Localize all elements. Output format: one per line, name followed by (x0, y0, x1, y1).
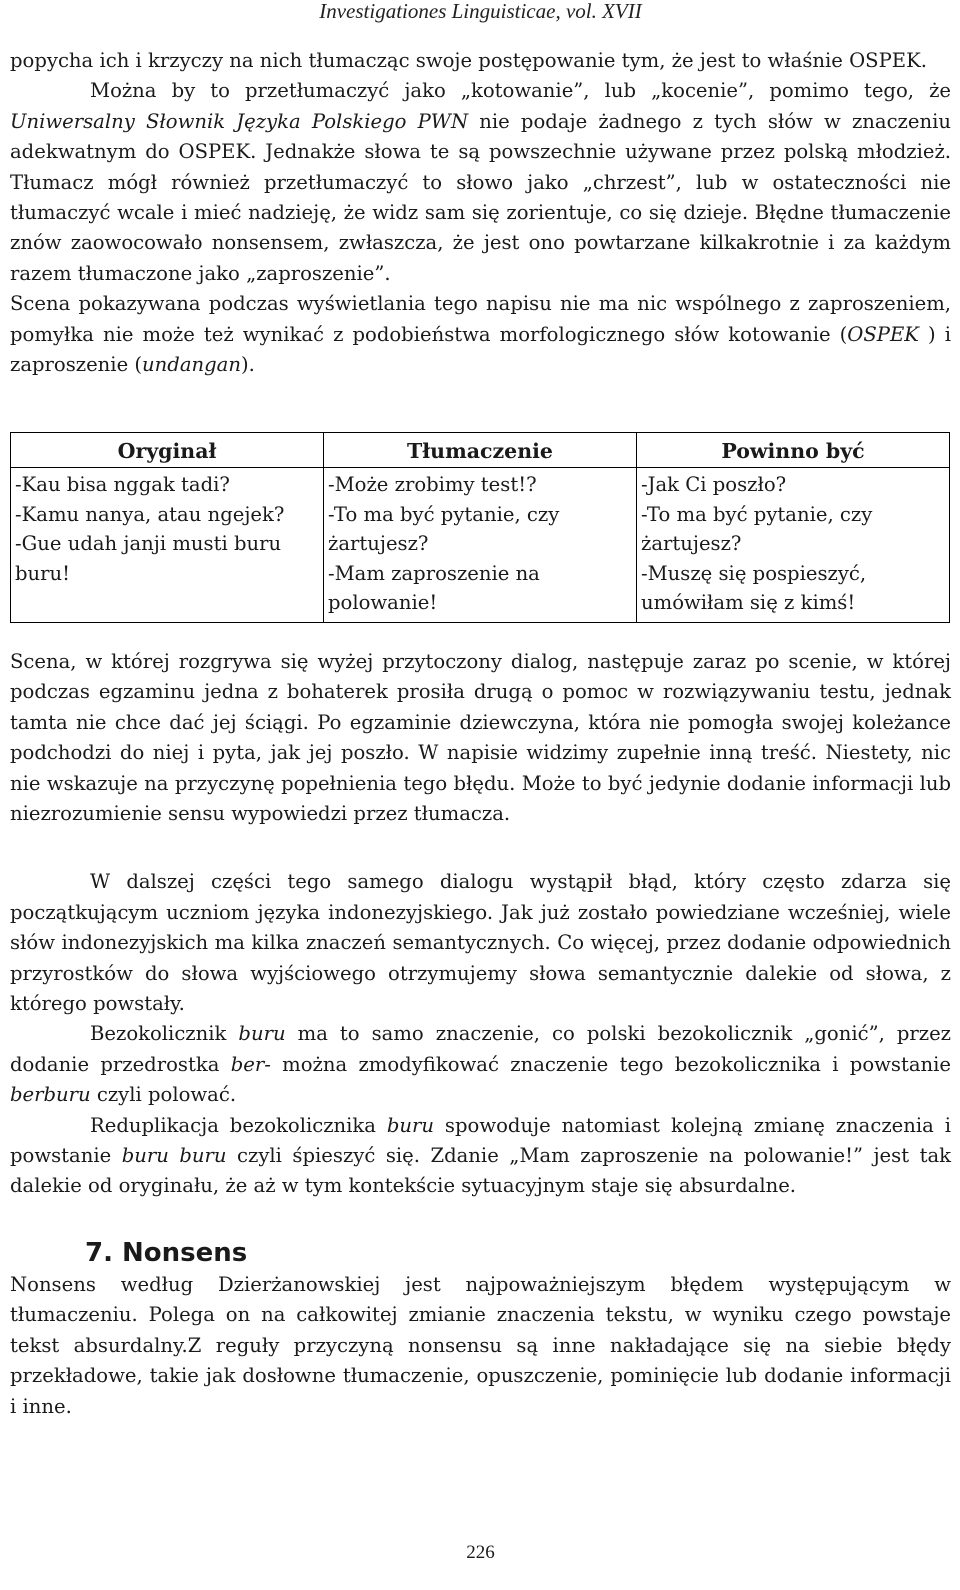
term-italic: ber- (230, 1052, 271, 1076)
term-italic: buru (386, 1113, 435, 1137)
term-italic: buru (238, 1022, 286, 1046)
cell-line: -Kamu nanya, atau ngejek? (15, 502, 285, 526)
paragraph-5: W dalszej części tego samego dialogu wystąpił błąd, który często zdarza się początkującym uczniom języka indonezyjskiego. Jak już zostało powiedziane wcześniej, wiele słów indonezyjskich ma kilka znaczeń semantycznych. Co więcej, przez dodanie odpowiednich przyrostków do słowa wyjściowego otrzymujemy słowa semantycznie dalekie od słowa, z którego powstały. (10, 870, 951, 1016)
column-header-original: Oryginał (11, 433, 324, 468)
cell-line: -To ma być pytanie, czy żartujesz? (328, 502, 560, 556)
paragraph-1: popycha ich i krzyczy na nich tłumacząc swoje postępowanie tym, że jest to właśnie OSPEK. (10, 49, 927, 72)
page-number: 226 (466, 1542, 495, 1563)
text-run: Reduplikacja bezokolicznika (90, 1113, 387, 1137)
section-heading: 7. Nonsens (85, 1237, 248, 1268)
table-cell-original (11, 468, 324, 623)
table-cell-translation (324, 468, 637, 623)
term-italic: berburu (10, 1083, 91, 1107)
text-run: nie podaje żadnego z tych słów w znaczeniu adekwatnym do OSPEK. Jednakże słowa te są powszechnie używane przez polską młodzież. Tłumacz mógł również przetłumaczyć to słowo jako „chrzest”, lub w ostateczności nie tłumaczyć wcale i mieć nadzieję, że widz sam się zorientuje, co się dzieje. Błędne tłumaczenie znów zaowocowało nonsensem, zwłaszcza, że jest ono powtarzane kilkakrotnie i za każdym razem tłumaczone jako „zaproszenie”. (10, 109, 951, 285)
cell-line: -Gue udah janji musti buru buru! (15, 532, 282, 585)
term-italic: undangan (142, 353, 241, 377)
document-page (10, 0, 952, 1563)
paragraph-6 (10, 1019, 951, 1110)
column-header-translation: Tłumaczenie (324, 433, 637, 468)
table-row (11, 468, 950, 623)
paragraph-3 (10, 289, 951, 380)
table-header-row (11, 433, 950, 468)
running-header: Investigationes Linguisticae, vol. XVII (319, 0, 642, 23)
text-run: spowoduje natomiast kolejną zmianę znaczenia i powstanie (10, 1113, 951, 1168)
table-cell-should-be (637, 468, 950, 623)
paragraph-7 (10, 1111, 951, 1202)
paragraph-2 (10, 76, 951, 289)
cell-line: -Mam zaproszenie na polowanie! (328, 561, 540, 615)
cell-line: -To ma być pytanie, czy żartujesz? (641, 502, 873, 556)
text-run: ) i zaproszenie ( (10, 322, 951, 377)
text-run: Scena pokazywana podczas wyświetlania tego napisu nie ma nic wspólnego z zaproszeniem, pomyłka nie może też wynikać z podobieństwa morfologicznego słów kotowanie ( (10, 292, 951, 346)
text-run: Bezokolicznik (90, 1022, 239, 1046)
cell-line: -Muszę się pospieszyć, umówiłam się z kimś! (641, 561, 867, 615)
cell-line: -Kau bisa nggak tadi? (15, 473, 230, 497)
text-run: czyli śpieszyć się. Zdanie „Mam zaproszenie na polowanie!” jest tak dalekie od oryginału, że aż w tym kontekście sytuacyjnym staje się absurdalne. (10, 1144, 952, 1198)
paragraph-8: Nonsens według Dzierżanowskiej jest najpoważniejszym błędem występującym w tłumaczeniu. Polega on na całkowitej zmianie znaczenia tekstu, w wyniku czego powstaje tekst absurdalny.Z reguły przyczyną nonsensu są inne nakładające się na siebie błędy przekładowe, takie jak dosłowne tłumaczenie, opuszczenie, pominięcie lub dodanie informacji i inne. (10, 1272, 951, 1418)
cell-line: -Może zrobimy test!? (328, 473, 537, 497)
text-run: ma to samo znaczenie, co polski bezokolicznik „gonić”, przez dodanie przedrostka (10, 1022, 952, 1076)
dictionary-title: Uniwersalny Słownik Języka Polskiego PWN (10, 109, 469, 133)
term-italic: buru buru (121, 1144, 227, 1168)
column-header-should-be: Powinno być (637, 433, 950, 468)
text-run: czyli polować. (90, 1083, 237, 1107)
text-run: można zmodyfikować znaczenie tego bezokolicznika i powstanie (270, 1052, 951, 1076)
text-run: Można by to przetłumaczyć jako „kotowanie”, lub „kocenie”, pomimo tego, że (90, 79, 951, 103)
term-italic: OSPEK (847, 322, 919, 346)
paragraph-4: Scena, w której rozgrywa się wyżej przytoczony dialog, następuje zaraz po scenie, w której podczas egzaminu jedna z bohaterek prosiła drugą o pomoc w rozwiązywaniu testu, jednak tamta nie chce dać jej ściągi. Po egzaminie dziewczyna, która nie pomogła swojej koleżance podchodzi do niej i pyta, jak jej poszło. W napisie widzimy zupełnie inną treść. Niestety, nic nie wskazuje na przyczynę popełnienia tego błędu. Może to być jedynie dodanie informacji lub niezrozumienie sensu wypowiedzi przez tłumacza. (10, 649, 951, 825)
text-run: ). (240, 353, 255, 377)
cell-line: -Jak Ci poszło? (641, 473, 787, 497)
subtitle-comparison-table (10, 432, 950, 623)
